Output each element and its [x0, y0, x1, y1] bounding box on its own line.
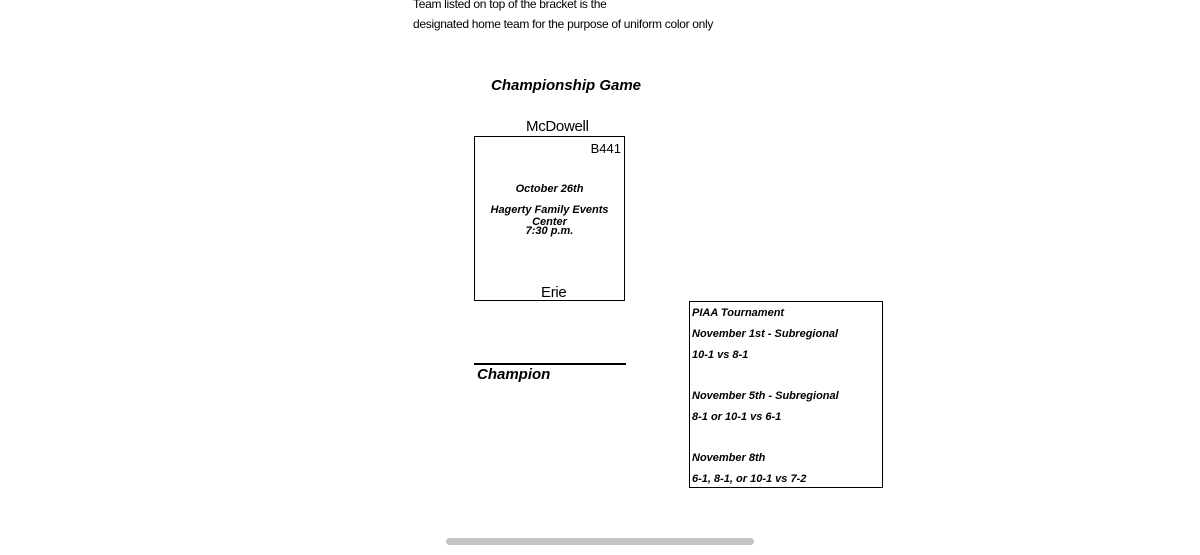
game-venue: Hagerty Family Events Center	[490, 204, 609, 228]
piaa-round-3-date: November 8th	[692, 452, 766, 464]
piaa-title: PIAA Tournament	[692, 307, 785, 319]
piaa-round-3-matchup: 6-1, 8-1, or 10-1 vs 7-2	[692, 473, 807, 485]
note-line-1: Team listed on top of the bracket is the	[413, 0, 607, 11]
piaa-round-1-matchup: 10-1 vs 8-1	[692, 349, 749, 361]
game-box	[474, 136, 625, 301]
championship-heading: Championship Game	[491, 77, 642, 94]
game-date: October 26th	[515, 183, 584, 195]
game-time: 7:30 p.m.	[525, 225, 574, 237]
piaa-round-1-date: November 1st - Subregional	[692, 328, 839, 340]
top-team: McDowell	[526, 118, 589, 135]
bottom-team: Erie	[541, 284, 567, 301]
note-line-2: designated home team for the purpose of uniform color only	[413, 17, 714, 31]
piaa-info-box	[689, 301, 883, 488]
piaa-round-2-matchup: 8-1 or 10-1 vs 6-1	[692, 411, 782, 423]
piaa-round-2-date: November 5th - Subregional	[692, 390, 839, 402]
champion-label: Champion	[477, 366, 551, 383]
horizontal-scrollbar[interactable]	[446, 538, 754, 545]
champion-line	[474, 363, 626, 365]
game-id: B441	[590, 141, 621, 156]
